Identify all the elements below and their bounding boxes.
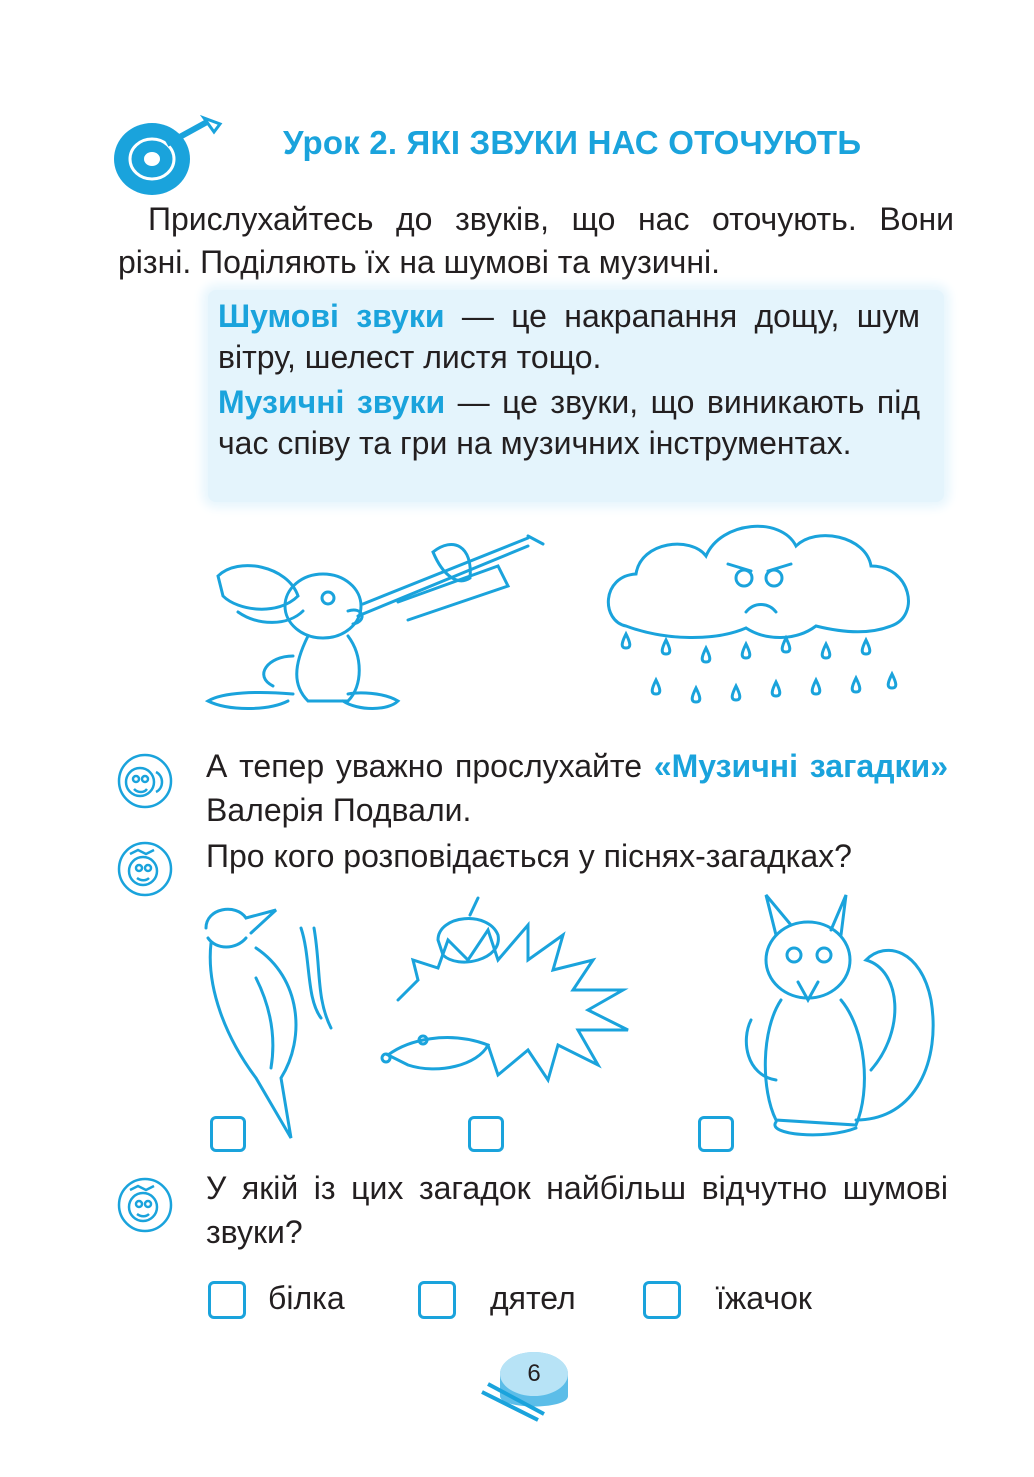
option-checkbox-woodpecker[interactable] [418, 1281, 456, 1319]
think-icon [116, 1176, 174, 1234]
checkbox-squirrel[interactable] [698, 1116, 734, 1152]
option-label-woodpecker: дятел [490, 1280, 576, 1316]
think-icon [116, 840, 174, 898]
task-2-text: Про кого розповідається у піснях-загадках? [206, 838, 852, 874]
noise-definition [218, 296, 920, 378]
banjo-icon [112, 114, 224, 200]
squirrel-illustration [736, 890, 946, 1150]
listen-icon [116, 752, 174, 810]
music-term: Музичні звуки [218, 384, 446, 420]
lesson-title: Урок 2. ЯКІ ЗВУКИ НАС ОТОЧУЮТЬ [283, 124, 862, 161]
checkbox-hedgehog[interactable] [468, 1116, 504, 1152]
woodpecker-illustration [196, 898, 336, 1148]
noise-term: Шумові звуки [218, 298, 445, 334]
intro-line-1: Прислухайтесь до звуків, що нас оточують. Вони [148, 201, 954, 237]
task-1-text: А тепер уважно прослухайте «Музичні загадки» Валерія Подвали. [206, 748, 949, 828]
music-text: — це звуки, що виникають під час співу та гри на музичних інструментах. [218, 384, 921, 461]
musical-riddles-title: «Музичні загадки» [653, 748, 949, 784]
task-3-text: У якій із цих загадок найбільш відчутно шумові звуки? [206, 1170, 948, 1250]
intro-paragraph [118, 198, 954, 284]
music-definition [218, 382, 920, 464]
option-label-hedgehog: їжачок [716, 1280, 812, 1316]
intro-line-2: різні. Поділяють їх на шумові та музичні. [118, 244, 721, 280]
option-checkbox-squirrel[interactable] [208, 1281, 246, 1319]
noise-text: — це накрапання дощу, шум вітру, шелест листя тощо. [218, 298, 920, 375]
hedgehog-illustration [378, 890, 648, 1090]
checkbox-woodpecker[interactable] [210, 1116, 246, 1152]
hare-trombone-illustration [198, 516, 558, 720]
option-checkbox-hedgehog[interactable] [643, 1281, 681, 1319]
rain-cloud-illustration [596, 516, 926, 720]
option-label-squirrel: білка [268, 1280, 345, 1316]
page-number: 6 [527, 1360, 541, 1387]
